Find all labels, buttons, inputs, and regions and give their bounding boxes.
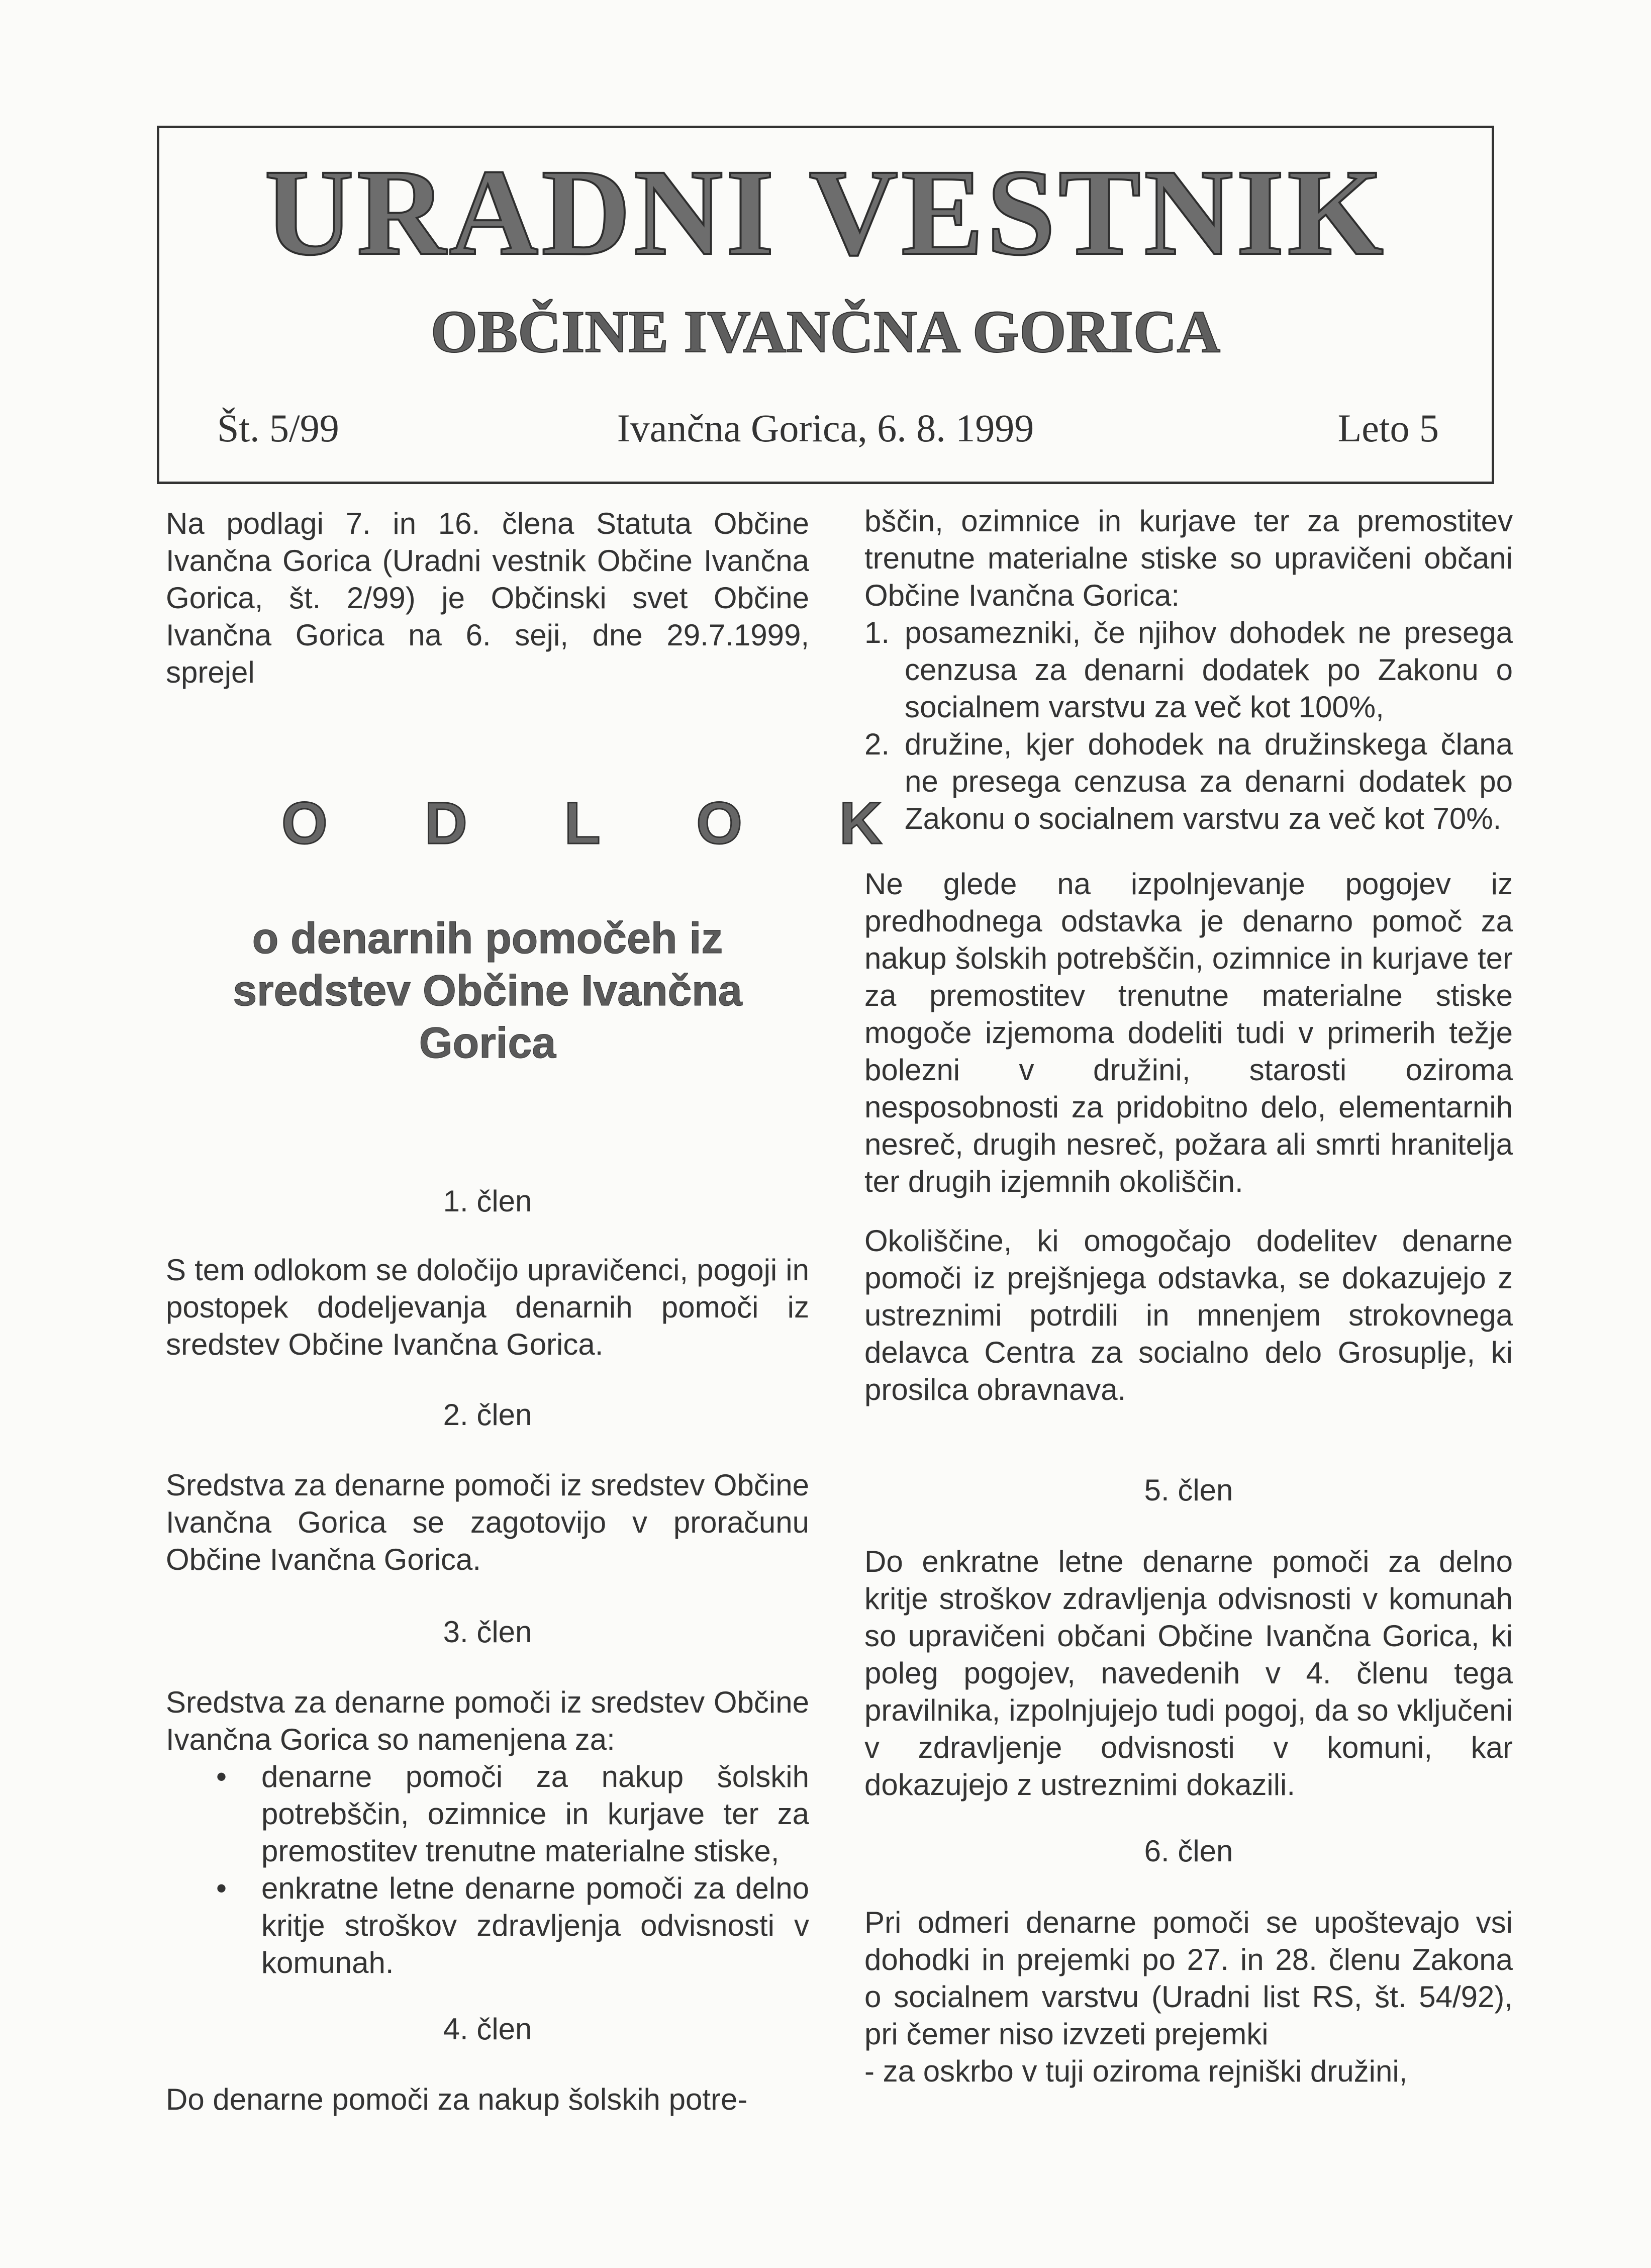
article-6-heading: 6. člen [1144,1834,1233,1868]
article-6-text: Pri odmeri denarne pomoči se upoštevajo vsi dohodki in prejemki po 27. in 28. členu Zakona o socialnem varstvu (Uradni list RS, št. 54/92), pri čemer niso izvzeti prejemki [864,1906,1513,2051]
article-4-continuation [864,503,1513,837]
article-6-item: - za oskrbo v tuji oziroma rejniški družini, [864,2054,1408,2088]
publication-title: URADNI VESTNIK [264,144,1387,281]
document-heading: O D L O K [281,790,923,857]
issue-number: Št. 5/99 [217,406,339,450]
evidence-text: Okoliščine, ki omogočajo dodelitev denarne pomoči iz prejšnjega odstavka, se dokazujejo z ustreznimi potrdili in mnenjem strokovnega delavca Centra za socialno delo Grosuplje, ki prosilca obravnava. [864,1224,1513,1406]
article-3-body [166,1684,809,1981]
article-2-body [166,1467,809,1578]
exception-paragraph [864,866,1513,1200]
article-6-body [864,1904,1513,2090]
list-item: • denarne pomoči za nakup šolskih potrebščin, ozimnice in kurjave ter za premostitev trenutne materialne stiske, [166,1758,809,1870]
publication-subtitle: OBČINE IVANČNA GORICA [430,298,1221,365]
article-3-text: Sredstva za denarne pomoči iz sredstev Občine Ivančna Gorica so namenjena za: [166,1685,809,1756]
continuation-text: bščin, ozimnice in kurjave ter za premostitev trenutne materialne stiske so upravičeni občani Občine Ivančna Gorica: [864,504,1513,612]
list-item: • enkratne letne denarne pomoči za delno kritje stroškov zdravljenja odvisnosti v komunah. [166,1870,809,1981]
preamble-block [166,505,809,691]
article-1-text: S tem odlokom se določijo upravičenci, pogoji in postopek dodeljevanja denarnih pomoči iz sredstev Občine Ivančna Gorica. [166,1253,809,1361]
list-item: 2. družine, kjer dohodek na družinskega člana ne presega cenzusa za denarni dodatek po Zakonu o socialnem varstvu za več kot 70%. [864,727,1513,835]
article-5-body [864,1543,1513,1804]
volume-year: Leto 5 [1337,406,1439,450]
article-2-text: Sredstva za denarne pomoči iz sredstev Občine Ivančna Gorica se zagotovijo v proračunu Občine Ivančna Gorica. [166,1468,809,1576]
article-2-heading: 2. člen [443,1398,532,1432]
article-4-text: Do denarne pomoči za nakup šolskih potre- [166,2083,748,2116]
list-item: 1. posamezniki, če njihov dohodek ne presega cenzusa za denarni dodatek po Zakonu o socialnem varstvu za več kot 100%, [864,616,1513,724]
article-4-body [166,2081,809,2118]
exception-text: Ne glede na izpolnjevanje pogojev iz predhodnega odstavka je denarno pomoč za nakup šolskih potrebščin, ozimnice in kurjave ter za premostitev trenutne materialne stiske mogoče izjemoma dodeliti tudi v primerih težje bolezni v družini, starosti oziroma nesposobnosti za pridobitno delo, elementarnih nesreč, drugih nesreč, požara ali smrti hranitelja ter drugih izjemnih okoliščin. [864,867,1513,1198]
masthead [157,126,1494,484]
article-5-text: Do enkratne letne denarne pomoči za delno kritje stroškov zdravljenja odvisnosti v komunah so upravičeni občani Občine Ivančna Gorica, ki poleg pogojev, navedenih v 4. členu tega pravilnika, izpolnjujejo tudi pogoj, da so vključeni v zdravljenje odvisnosti v komuni, kar dokazujejo z ustreznimi dokazili. [864,1545,1513,1802]
evidence-paragraph [864,1222,1513,1408]
preamble-text: Na podlagi 7. in 16. člena Statuta Občine Ivančna Gorica (Uradni vestnik Občine Ivančna Gorica, št. 2/99) je Občinski svet Občine Ivančna Gorica na 6. seji, dne 29.7.1999, sprejel [166,507,809,689]
document-subheading: o denarnih pomočeh iz sredstev Občine Ivančna Gorica [233,914,742,1067]
article-1-heading: 1. člen [443,1184,532,1218]
article-3-list [166,1758,809,1981]
article-5-heading: 5. člen [1144,1473,1233,1507]
article-4-heading: 4. člen [443,2012,532,2046]
article-1-body [166,1252,809,1363]
bullet-icon: • [216,1871,227,1905]
issue-date: Ivančna Gorica, 6. 8. 1999 [617,406,1034,450]
eligibility-list [864,614,1513,837]
article-3-heading: 3. člen [443,1615,532,1649]
bullet-icon: • [216,1760,227,1793]
